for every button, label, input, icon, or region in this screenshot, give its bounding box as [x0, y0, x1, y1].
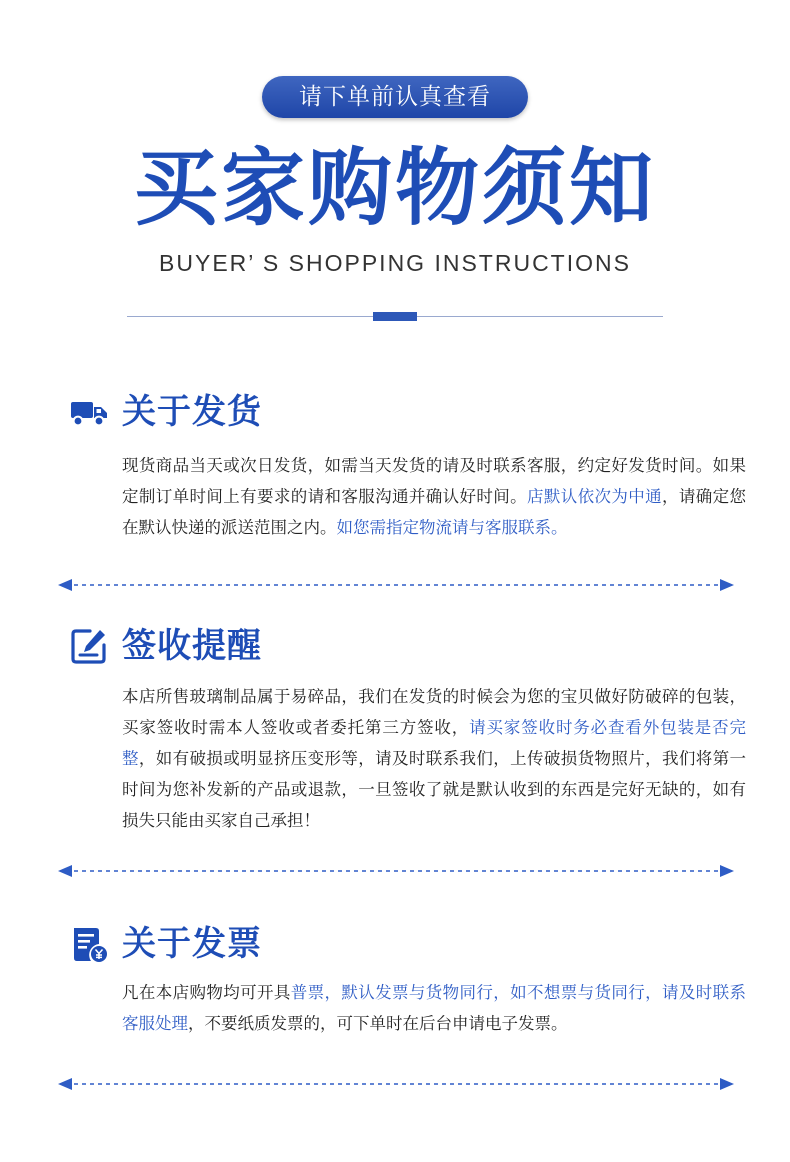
section-heading-receipt: 签收提醒: [122, 626, 262, 666]
page-title: 买家购物须知: [133, 139, 656, 237]
section-heading-invoice: 关于发票: [122, 924, 262, 964]
shipping-text-1: 现货商品当天或次日发货，如需当天发货的请及时联系客服，约定好发货时间。如果定制订单时间上有要求的请和客服沟通并确认好时间。: [122, 456, 746, 506]
receipt-text-2: ，如有破损或明显挤压变形等，请及时联系我们，上传破损货物照片，我们将第一时间为您补发新的产品或退款，一旦签收了就是默认收到的东西是完好无缺的，如有损失只能由买家自己承担！: [122, 749, 746, 830]
section-heading-shipping: 关于发货: [122, 392, 262, 432]
section-divider: [58, 864, 734, 878]
page-subtitle: BUYER’ S SHOPPING INSTRUCTIONS: [159, 250, 631, 276]
shipping-highlight-1: 店默认依次为中通: [527, 487, 662, 506]
edit-icon: [70, 627, 108, 665]
title-divider-accent: [373, 312, 417, 321]
notice-pill: 请下单前认真查看: [262, 76, 528, 118]
shipping-text-2: ，请确定您在默认快递的派送范围之内。: [122, 487, 746, 537]
invoice-icon: [70, 925, 108, 963]
section-text-shipping: [122, 450, 746, 543]
section-text-invoice: [122, 977, 746, 1039]
invoice-text-2: ，不要纸质发票的，可下单时在后台申请电子发票。: [188, 1014, 568, 1033]
section-divider: [58, 578, 734, 592]
invoice-highlight-1: 普票，默认发票与货物同行，如不想票与货同行，请及时联系客服处理: [122, 983, 746, 1033]
invoice-text-1: 凡在本店购物均可开具: [122, 983, 291, 1002]
receipt-text-1: 本店所售玻璃制品属于易碎品，我们在发货的时候会为您的宝贝做好防破碎的包装，买家签收时需本人签收或者委托第三方签收，: [122, 687, 746, 737]
truck-icon: [70, 393, 108, 431]
shipping-highlight-2: 如您需指定物流请与客服联系。: [336, 518, 568, 537]
receipt-highlight-1: 请买家签收时务必查看外包装是否完整: [122, 718, 747, 768]
section-divider: [58, 1077, 734, 1091]
section-text-receipt: [122, 681, 746, 836]
